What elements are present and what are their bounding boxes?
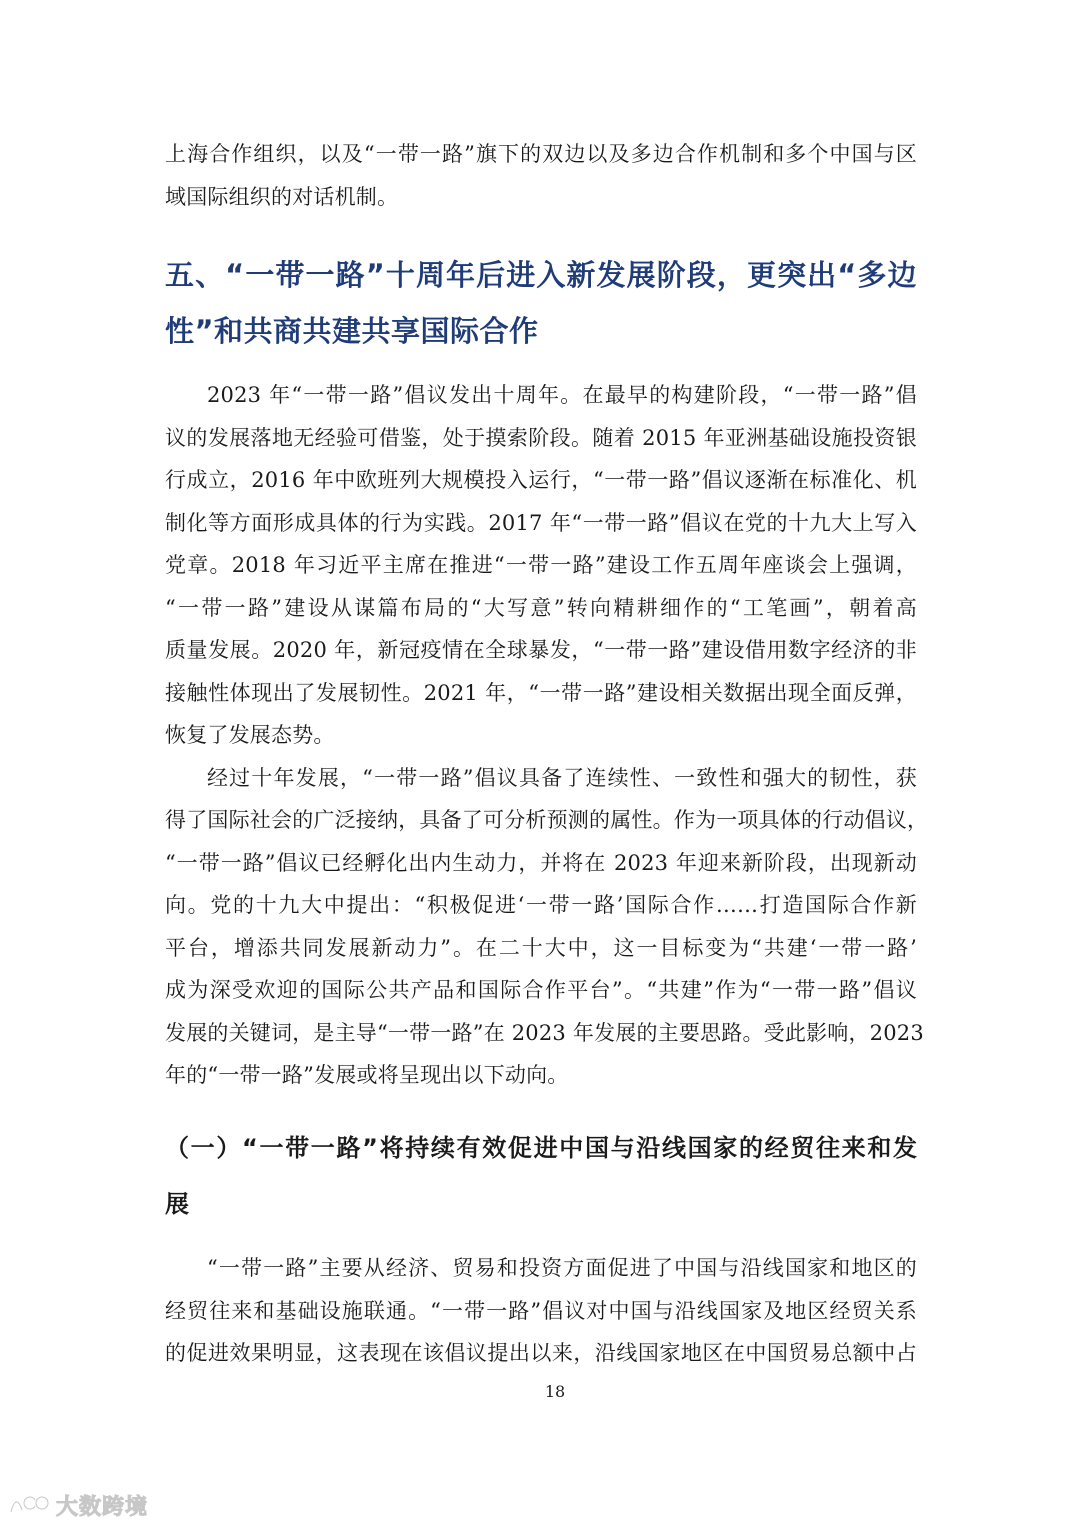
subsection-heading: （一）“一带一路”将持续有效促进中国与沿线国家的经贸往来和发: [165, 1134, 917, 1162]
body-text-line: 议的发展落地无经验可借鉴，处于摸索阶段。随着 2015 年亚洲基础设施投资银: [165, 426, 917, 450]
body-text-line: 成为深受欢迎的国际公共产品和国际合作平台”。“共建”作为“一带一路”倡议: [165, 978, 917, 1002]
body-text-line: 得了国际社会的广泛接纳，具备了可分析预测的属性。作为一项具体的行动倡议，: [165, 808, 929, 832]
subsection-heading: 展: [165, 1190, 189, 1218]
body-text-line: 平台，增添共同发展新动力”。在二十大中，这一目标变为“共建‘一带一路’: [165, 936, 917, 960]
watermark-text: 大数跨境: [56, 1494, 149, 1520]
body-text-line: 发展的关键词，是主导“一带一路”在 2023 年发展的主要思路。受此影响，2023: [165, 1021, 924, 1045]
body-text-line: 经过十年发展，“一带一路”倡议具备了连续性、一致性和强大的韧性，获: [207, 766, 917, 790]
body-text-line: “一带一路”主要从经济、贸易和投资方面促进了中国与沿线国家和地区的: [207, 1256, 917, 1280]
watermark-logo-icon: [8, 1492, 52, 1518]
body-text-line: 经贸往来和基础设施联通。“一带一路”倡议对中国与沿线国家及地区经贸关系: [165, 1299, 917, 1323]
body-text-line: 制化等方面形成具体的行为实践。2017 年“一带一路”倡议在党的十九大上写入: [165, 511, 917, 535]
body-text-line: 向。党的十九大中提出：“积极促进‘一带一路’国际合作……打造国际合作新: [165, 893, 917, 917]
section-heading: 五、“一带一路”十周年后进入新发展阶段，更突出“多边: [165, 258, 917, 292]
body-text-line: “一带一路”倡议已经孵化出内生动力，并将在 2023 年迎来新阶段，出现新动: [165, 851, 917, 875]
body-text-line: 质量发展。2020 年，新冠疫情在全球暴发，“一带一路”建设借用数字经济的非: [165, 638, 917, 662]
body-text-line: 恢复了发展态势。: [165, 723, 335, 747]
body-text-line: 域国际组织的对话机制。: [165, 185, 399, 209]
body-text-line: 党章。2018 年习近平主席在推进“一带一路”建设工作五周年座谈会上强调，: [165, 553, 917, 577]
section-heading: 性”和共商共建共享国际合作: [165, 314, 539, 348]
body-text-line: “一带一路”建设从谋篇布局的“大写意”转向精耕细作的“工笔画”，朝着高: [165, 596, 917, 620]
body-text-line: 2023 年“一带一路”倡议发出十周年。在最早的构建阶段，“一带一路”倡: [207, 383, 917, 407]
body-text-line: 行成立，2016 年中欧班列大规模投入运行，“一带一路”倡议逐渐在标准化、机: [165, 468, 917, 492]
page-number: 18: [544, 1382, 566, 1401]
body-text-line: 年的“一带一路”发展或将呈现出以下动向。: [165, 1063, 569, 1087]
body-text-line: 上海合作组织，以及“一带一路”旗下的双边以及多边合作机制和多个中国与区: [165, 142, 917, 166]
watermark: [8, 1490, 148, 1520]
body-text-line: 接触性体现出了发展韧性。2021 年，“一带一路”建设相关数据出现全面反弹，: [165, 681, 917, 705]
body-text-line: 的促进效果明显，这表现在该倡议提出以来，沿线国家地区在中国贸易总额中占: [165, 1341, 917, 1365]
